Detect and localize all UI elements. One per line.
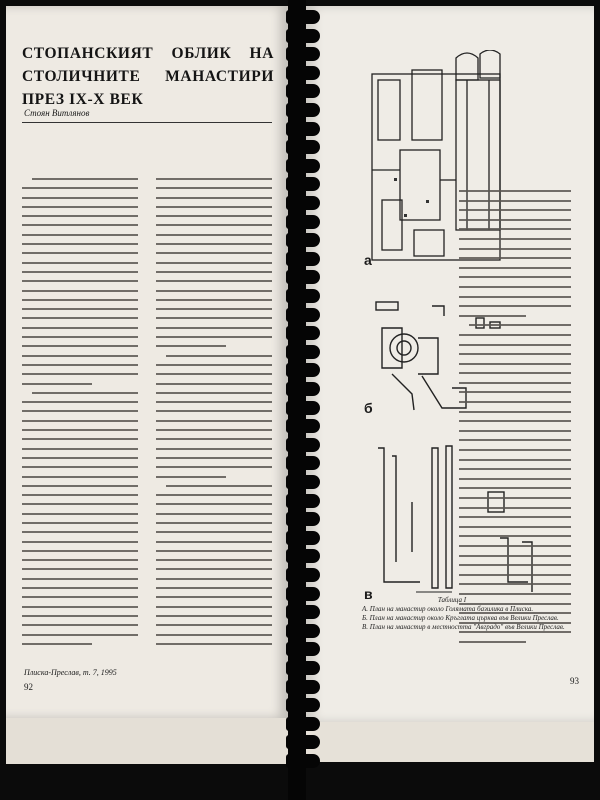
text-line	[32, 392, 138, 394]
text-line	[156, 429, 272, 431]
text-line	[459, 439, 571, 441]
text-line	[156, 615, 272, 617]
text-line	[459, 516, 571, 518]
text-line	[459, 286, 571, 288]
text-line	[459, 190, 571, 192]
text-line	[459, 411, 571, 413]
left-text-column-1	[22, 178, 138, 652]
text-line	[166, 485, 272, 487]
text-line	[459, 459, 571, 461]
text-line	[22, 606, 138, 608]
text-line	[459, 583, 571, 585]
text-line	[156, 178, 272, 180]
text-line	[459, 468, 571, 470]
text-line	[156, 634, 272, 636]
text-line	[22, 448, 138, 450]
text-line	[156, 448, 272, 450]
text-line	[459, 296, 571, 298]
text-line	[459, 391, 571, 393]
text-line	[156, 401, 272, 403]
binding-ring	[286, 549, 320, 563]
text-line	[459, 593, 571, 595]
binding-ring	[286, 252, 320, 266]
binding-ring	[286, 233, 320, 247]
text-line	[156, 578, 272, 580]
text-line	[459, 430, 571, 432]
binding-ring	[286, 159, 320, 173]
text-line	[459, 305, 571, 307]
text-line	[22, 457, 138, 459]
text-line	[459, 574, 571, 576]
source-citation: Плиска-Преслав, т. 7, 1995	[24, 668, 117, 677]
text-line	[156, 410, 272, 412]
page-edge-right	[306, 722, 594, 762]
text-line	[156, 364, 272, 366]
binding-ring	[286, 494, 320, 508]
text-line	[156, 596, 272, 598]
text-line	[22, 336, 138, 338]
text-line	[22, 206, 138, 208]
binding-ring	[286, 605, 320, 619]
text-line	[469, 324, 571, 326]
binding-ring	[286, 122, 320, 136]
binding-ring	[286, 103, 320, 117]
text-line	[22, 252, 138, 254]
text-line	[22, 615, 138, 617]
binding-ring	[286, 308, 320, 322]
binding-ring	[286, 401, 320, 415]
text-line	[156, 290, 272, 292]
text-line	[22, 559, 138, 561]
binding-ring	[286, 735, 320, 749]
binding-ring	[286, 624, 320, 638]
text-line	[459, 526, 571, 528]
text-line	[459, 372, 571, 374]
text-line	[156, 252, 272, 254]
text-line	[22, 476, 138, 478]
binding-ring	[286, 140, 320, 154]
text-line	[156, 336, 272, 338]
article-title: СТОПАНСКИЯТ ОБЛИК НА СТОЛИЧНИТЕ МАНАСТИРИ ПРЕЗ IX-X ВЕК	[22, 45, 274, 108]
text-line	[459, 535, 571, 537]
text-line	[32, 178, 138, 180]
text-line	[22, 345, 138, 347]
text-line	[156, 187, 272, 189]
spiral-binding	[286, 10, 326, 770]
left-text-column-2	[156, 178, 272, 652]
binding-ring	[286, 177, 320, 191]
plan-label-b: б	[364, 400, 373, 416]
text-line	[156, 392, 272, 394]
text-line	[22, 429, 138, 431]
text-line	[156, 215, 272, 217]
text-line	[156, 262, 272, 264]
page-number-left: 92	[24, 682, 33, 692]
text-line	[459, 353, 571, 355]
caption-line-a: А. План на манастир около Голямата базилика в Плиска.	[362, 605, 534, 613]
text-line	[459, 344, 571, 346]
binding-ring	[286, 84, 320, 98]
binding-ring	[286, 698, 320, 712]
text-line	[156, 522, 272, 524]
text-line	[22, 187, 138, 189]
text-line	[22, 438, 138, 440]
text-line	[459, 363, 571, 365]
right-page-content	[306, 6, 594, 722]
text-line	[156, 197, 272, 199]
binding-ring	[286, 754, 320, 768]
binding-ring	[286, 10, 320, 24]
text-line	[156, 308, 272, 310]
text-line	[459, 401, 571, 403]
text-line	[459, 248, 571, 250]
text-line	[156, 234, 272, 236]
text-line	[22, 215, 138, 217]
text-line	[156, 206, 272, 208]
text-line	[459, 497, 571, 499]
text-line	[156, 531, 272, 533]
text-line	[22, 578, 138, 580]
binding-ring	[286, 456, 320, 470]
text-line	[156, 271, 272, 273]
text-line	[22, 531, 138, 533]
caption-line-b: Б. План на манастир около Кръглата църква във Велики Преслав.	[362, 614, 559, 622]
text-line	[459, 315, 526, 317]
page-number-right: 93	[570, 676, 579, 686]
text-line	[22, 522, 138, 524]
text-line	[459, 449, 571, 451]
binding-ring	[286, 289, 320, 303]
text-line	[22, 410, 138, 412]
text-line	[22, 308, 138, 310]
text-line	[459, 545, 571, 547]
text-line	[156, 587, 272, 589]
text-line	[22, 197, 138, 199]
text-line	[459, 420, 571, 422]
caption-line-c: В. План на манастир в местността "Авградо" във Велики Преслав.	[362, 623, 565, 631]
text-line	[156, 494, 272, 496]
text-line	[156, 643, 272, 645]
text-line	[156, 568, 272, 570]
text-line	[22, 290, 138, 292]
text-line	[156, 438, 272, 440]
text-line	[156, 476, 226, 478]
binding-ring	[286, 661, 320, 675]
text-line	[459, 382, 571, 384]
text-line	[459, 209, 571, 211]
binding-ring	[286, 475, 320, 489]
text-line	[156, 420, 272, 422]
text-line	[22, 503, 138, 505]
text-line	[156, 466, 272, 468]
text-line	[22, 317, 138, 319]
text-line	[22, 420, 138, 422]
text-line	[166, 355, 272, 357]
text-line	[22, 271, 138, 273]
author-name: Стоян Витлянов	[24, 108, 90, 118]
text-line	[156, 513, 272, 515]
text-line	[459, 267, 571, 269]
text-line	[156, 299, 272, 301]
text-line	[22, 364, 138, 366]
binding-ring	[286, 531, 320, 545]
binding-ring	[286, 215, 320, 229]
text-line	[156, 383, 272, 385]
text-line	[459, 228, 571, 230]
binding-ring	[286, 512, 320, 526]
binding-ring	[286, 568, 320, 582]
text-line	[459, 219, 571, 221]
binding-ring	[286, 438, 320, 452]
text-line	[156, 503, 272, 505]
text-line	[22, 327, 138, 329]
text-line	[156, 373, 272, 375]
binding-ring	[286, 66, 320, 80]
text-line	[22, 383, 92, 385]
text-line	[22, 643, 92, 645]
binding-ring	[286, 345, 320, 359]
text-line	[459, 478, 571, 480]
text-line	[459, 334, 571, 336]
text-line	[22, 466, 138, 468]
text-line	[22, 550, 138, 552]
text-line	[156, 624, 272, 626]
figure-caption	[362, 596, 582, 632]
text-line	[22, 494, 138, 496]
text-line	[459, 555, 571, 557]
text-line	[22, 299, 138, 301]
binding-ring	[286, 47, 320, 61]
text-line	[22, 624, 138, 626]
text-line	[22, 587, 138, 589]
text-line	[156, 327, 272, 329]
text-line	[22, 234, 138, 236]
binding-ring	[286, 587, 320, 601]
right-text-column	[459, 190, 571, 651]
text-line	[156, 559, 272, 561]
text-line	[459, 564, 571, 566]
text-line	[156, 550, 272, 552]
text-line	[22, 280, 138, 282]
text-line	[459, 507, 571, 509]
binding-ring	[286, 196, 320, 210]
text-line	[22, 596, 138, 598]
text-line	[156, 345, 226, 347]
text-line	[156, 457, 272, 459]
binding-ring	[286, 270, 320, 284]
text-line	[22, 243, 138, 245]
text-line	[156, 541, 272, 543]
text-line	[156, 243, 272, 245]
text-line	[459, 238, 571, 240]
text-line	[22, 485, 138, 487]
text-line	[459, 487, 571, 489]
page-edge-left	[6, 718, 288, 764]
plan-label-a: а	[364, 252, 372, 268]
text-line	[156, 317, 272, 319]
text-line	[156, 280, 272, 282]
binding-ring	[286, 717, 320, 731]
text-line	[22, 568, 138, 570]
binding-ring	[286, 382, 320, 396]
plan-label-c: в	[364, 586, 373, 602]
binding-ring	[286, 326, 320, 340]
text-line	[22, 634, 138, 636]
text-line	[459, 257, 571, 259]
text-line	[22, 513, 138, 515]
text-line	[22, 373, 138, 375]
binding-ring	[286, 680, 320, 694]
text-line	[22, 262, 138, 264]
text-line	[22, 224, 138, 226]
text-line	[459, 641, 526, 643]
author-divider	[22, 122, 272, 123]
text-line	[156, 606, 272, 608]
binding-ring	[286, 29, 320, 43]
text-line	[22, 541, 138, 543]
binding-ring	[286, 642, 320, 656]
text-line	[156, 224, 272, 226]
text-line	[459, 200, 571, 202]
binding-ring	[286, 363, 320, 377]
caption-title: Таблица I	[437, 596, 467, 604]
text-line	[22, 355, 138, 357]
text-line	[22, 401, 138, 403]
text-line	[459, 276, 571, 278]
binding-ring	[286, 419, 320, 433]
